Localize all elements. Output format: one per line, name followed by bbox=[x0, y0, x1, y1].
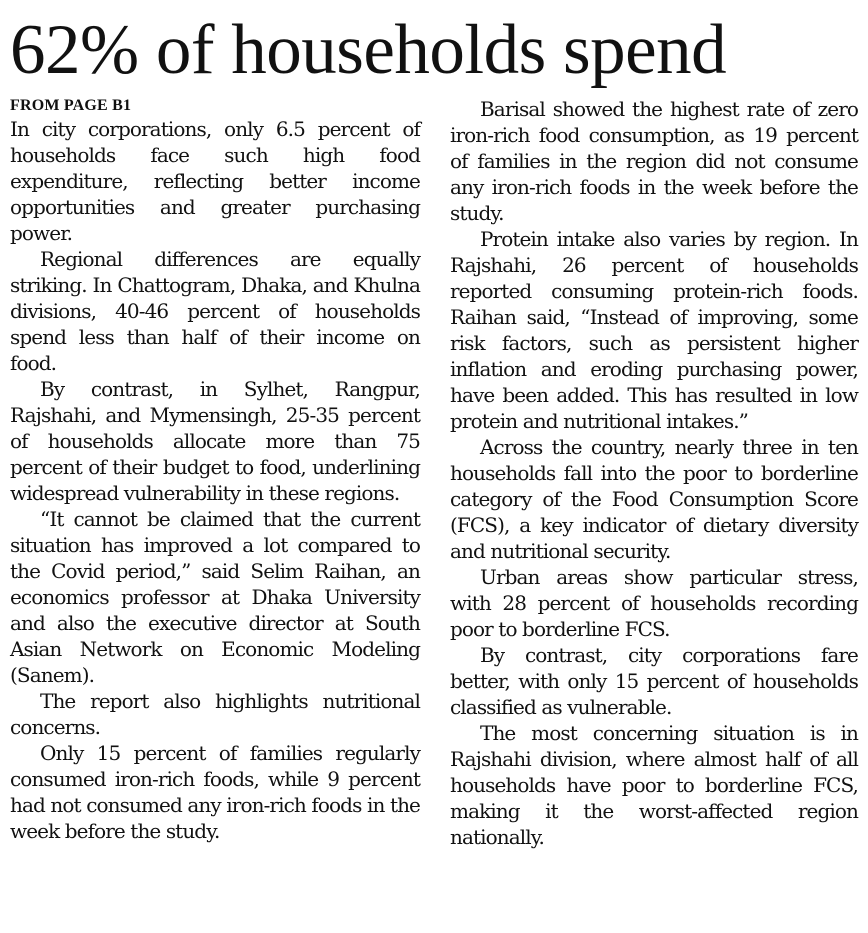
paragraph: The report also highlights nutritional concerns. bbox=[10, 689, 420, 739]
headline: 62% of households spend bbox=[10, 11, 727, 89]
paragraph: By contrast, in Sylhet, Rangpur, Rajshahi, and Mymensingh, 25-35 percent of households allocate more than 75 percent of their budget to food, underlining widespread vulnerability in these regions. bbox=[10, 377, 420, 505]
paragraph: In city corporations, only 6.5 percent of households face such high food expenditure, reflecting better income opportunities and greater purchasing power. bbox=[10, 117, 420, 245]
paragraph: Only 15 percent of families regularly consumed iron-rich foods, while 9 percent had not consumed any iron-rich foods in the week before the study. bbox=[10, 741, 420, 843]
paragraph: Urban areas show particular stress, with 28 percent of households recording poor to borderline FCS. bbox=[450, 565, 858, 641]
right-column bbox=[450, 96, 858, 850]
news-page bbox=[0, 6, 868, 933]
paragraph: “It cannot be claimed that the current situation has improved a lot compared to the Covid period,” said Selim Raihan, an economics professor at Dhaka University and also the executive director at South Asian Network on Economic Modeling (Sanem). bbox=[10, 507, 420, 687]
paragraph: Across the country, nearly three in ten households fall into the poor to borderline category of the Food Consumption Score (FCS), a key indicator of dietary diversity and nutritional security. bbox=[450, 435, 858, 563]
paragraph: Regional differences are equally striking. In Chattogram, Dhaka, and Khulna divisions, 40-46 percent of households spend less than half of their income on food. bbox=[10, 247, 420, 375]
paragraph: Barisal showed the highest rate of zero iron-rich food consumption, as 19 percent of families in the region did not consume any iron-rich foods in the week before the study. bbox=[450, 97, 858, 225]
paragraph: The most concerning situation is in Rajshahi division, where almost half of all households have poor to borderline FCS, making it the worst-affected region nationally. bbox=[450, 721, 858, 849]
paragraph: Protein intake also varies by region. In Rajshahi, 26 percent of households reported consuming protein-rich foods. Raihan said, “Instead of improving, some risk factors, such as persistent higher inflation and eroding purchasing power, have been added. This has resulted in low protein and nutritional intakes.” bbox=[450, 227, 858, 433]
article-columns bbox=[10, 96, 858, 850]
paragraph: By contrast, city corporations fare better, with only 15 percent of households classified as vulnerable. bbox=[450, 643, 858, 719]
jump-line: FROM PAGE B1 bbox=[10, 97, 132, 114]
left-column bbox=[10, 96, 420, 850]
